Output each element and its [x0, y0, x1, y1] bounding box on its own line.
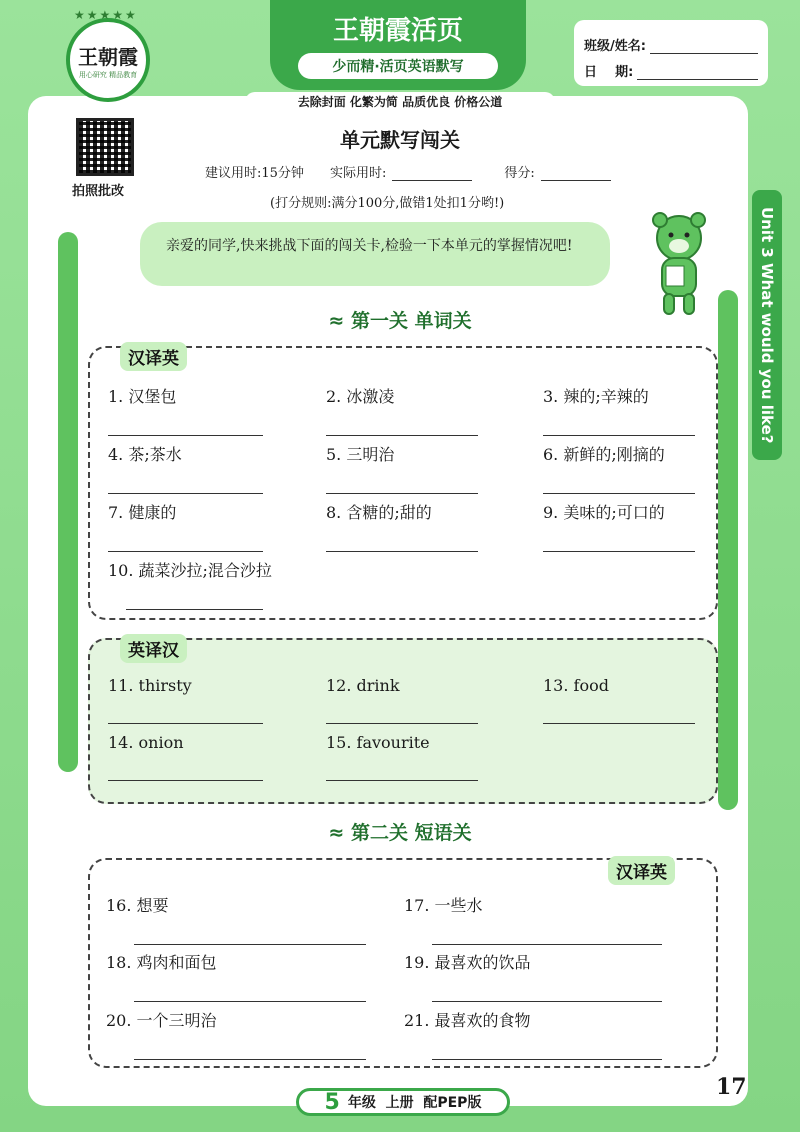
logo-text: 王朝霞: [78, 44, 138, 69]
grade-number: 5: [324, 1089, 340, 1115]
question-item: [108, 384, 263, 436]
answer-line[interactable]: [432, 944, 662, 945]
level-1-title: 第一关 单词关: [350, 310, 472, 332]
question-label: 11. thirsty: [108, 676, 192, 695]
question-item: [108, 558, 308, 610]
question-item: [543, 676, 695, 724]
stars-icon: ★★★★★: [74, 8, 138, 22]
score-label: 得分:: [504, 166, 535, 181]
answer-line[interactable]: [543, 551, 695, 552]
question-label: 7. 健康的: [108, 503, 177, 522]
question-item: [106, 893, 366, 945]
answer-line[interactable]: [543, 723, 695, 724]
question-item: [326, 500, 478, 552]
actual-time-label: 实际用时:: [329, 166, 387, 181]
question-item: [404, 1008, 662, 1060]
question-item: [543, 500, 695, 552]
question-item: [326, 442, 478, 494]
question-label: 9. 美味的;可口的: [543, 503, 665, 522]
question-label: 1. 汉堡包: [108, 387, 177, 406]
answer-line[interactable]: [326, 780, 478, 781]
question-item: [106, 1008, 366, 1060]
question-label: 4. 茶;茶水: [108, 445, 182, 464]
question-item: [106, 950, 366, 1002]
class-name-label: 班级/姓名:: [584, 39, 646, 54]
actual-time-field[interactable]: [392, 167, 472, 181]
speech-bubble: 亲爱的同学,快来挑战下面的闯关卡,检验一下本单元的掌握情况吧!: [140, 222, 610, 286]
answer-line[interactable]: [326, 723, 478, 724]
question-item: [404, 950, 662, 1002]
class-name-field[interactable]: [650, 40, 758, 54]
answer-line[interactable]: [543, 493, 695, 494]
question-item: [108, 500, 263, 552]
question-label: 16. 想要: [106, 896, 169, 915]
question-label: 10. 蔬菜沙拉;混合沙拉: [108, 561, 272, 580]
question-label: 13. food: [543, 676, 609, 695]
level-1-heading: [0, 306, 800, 333]
grade-footer: [296, 1088, 510, 1116]
tag-phrase-cn-to-en: 汉译英: [608, 856, 675, 885]
answer-line[interactable]: [108, 551, 263, 552]
question-label: 18. 鸡肉和面包: [106, 953, 217, 972]
question-item: [326, 676, 478, 724]
answer-line[interactable]: [126, 609, 263, 610]
level-2-heading: [0, 818, 800, 845]
tag-cn-to-en: 汉译英: [120, 342, 187, 371]
student-info-box: [574, 20, 768, 86]
page-number: 17: [716, 1074, 747, 1100]
answer-line[interactable]: [134, 944, 366, 945]
qr-label: 拍照批改: [72, 184, 125, 199]
question-item: [543, 442, 695, 494]
brand-banner: [270, 0, 526, 90]
suggested-time: 建议用时:15分钟: [205, 166, 304, 181]
brand-logo: [66, 8, 150, 102]
question-label: 21. 最喜欢的食物: [404, 1011, 531, 1030]
question-item: [543, 384, 695, 436]
road-decoration: [718, 290, 738, 810]
scoring-rule: (打分规则:满分100分,做错1处扣1分哟!): [270, 196, 505, 211]
score-field[interactable]: [541, 167, 611, 181]
question-label: 8. 含糖的;甜的: [326, 503, 432, 522]
date-label: 日 期:: [584, 65, 634, 80]
brand-subtitle: 少而精·活页英语默写: [298, 53, 498, 79]
logo-subtext: 用心研究 精品教育: [78, 70, 138, 79]
bear-mascot-icon: [640, 210, 718, 320]
answer-line[interactable]: [134, 1001, 366, 1002]
answer-line[interactable]: [432, 1059, 662, 1060]
question-label: 19. 最喜欢的饮品: [404, 953, 531, 972]
slogan: 去除封面 化繁为简 品质优良 价格公道: [245, 92, 555, 112]
question-label: 17. 一些水: [404, 896, 483, 915]
answer-line[interactable]: [108, 723, 263, 724]
answer-line[interactable]: [326, 435, 478, 436]
question-item: [326, 384, 478, 436]
question-label: 12. drink: [326, 676, 400, 695]
question-label: 3. 辣的;辛辣的: [543, 387, 649, 406]
answer-line[interactable]: [108, 493, 263, 494]
question-label: 5. 三明治: [326, 445, 395, 464]
timing-row: [205, 162, 611, 181]
wave-icon: ≈: [328, 310, 351, 332]
answer-line[interactable]: [108, 435, 263, 436]
question-label: 20. 一个三明治: [106, 1011, 217, 1030]
question-item: [108, 676, 263, 724]
wave-icon: ≈: [328, 822, 351, 844]
question-item: [108, 442, 263, 494]
question-label: 15. favourite: [326, 733, 430, 752]
tag-en-to-cn: 英译汉: [120, 634, 187, 663]
answer-line[interactable]: [432, 1001, 662, 1002]
question-label: 2. 冰激凌: [326, 387, 395, 406]
page-title: 单元默写闯关: [340, 128, 460, 152]
question-label: 14. onion: [108, 733, 184, 752]
unit-side-tab: Unit 3 What would you like?: [752, 190, 782, 460]
date-field[interactable]: [637, 66, 758, 80]
grade-label: 年级 上册 配PEP版: [347, 1095, 482, 1111]
question-item: [326, 733, 478, 781]
answer-line[interactable]: [108, 780, 263, 781]
answer-line[interactable]: [326, 493, 478, 494]
question-item: [108, 733, 263, 781]
answer-line[interactable]: [134, 1059, 366, 1060]
question-label: 6. 新鲜的;刚摘的: [543, 445, 665, 464]
question-item: [404, 893, 662, 945]
answer-line[interactable]: [543, 435, 695, 436]
answer-line[interactable]: [326, 551, 478, 552]
level-2-title: 第二关 短语关: [350, 822, 472, 844]
brand-title: 王朝霞活页: [332, 16, 463, 46]
